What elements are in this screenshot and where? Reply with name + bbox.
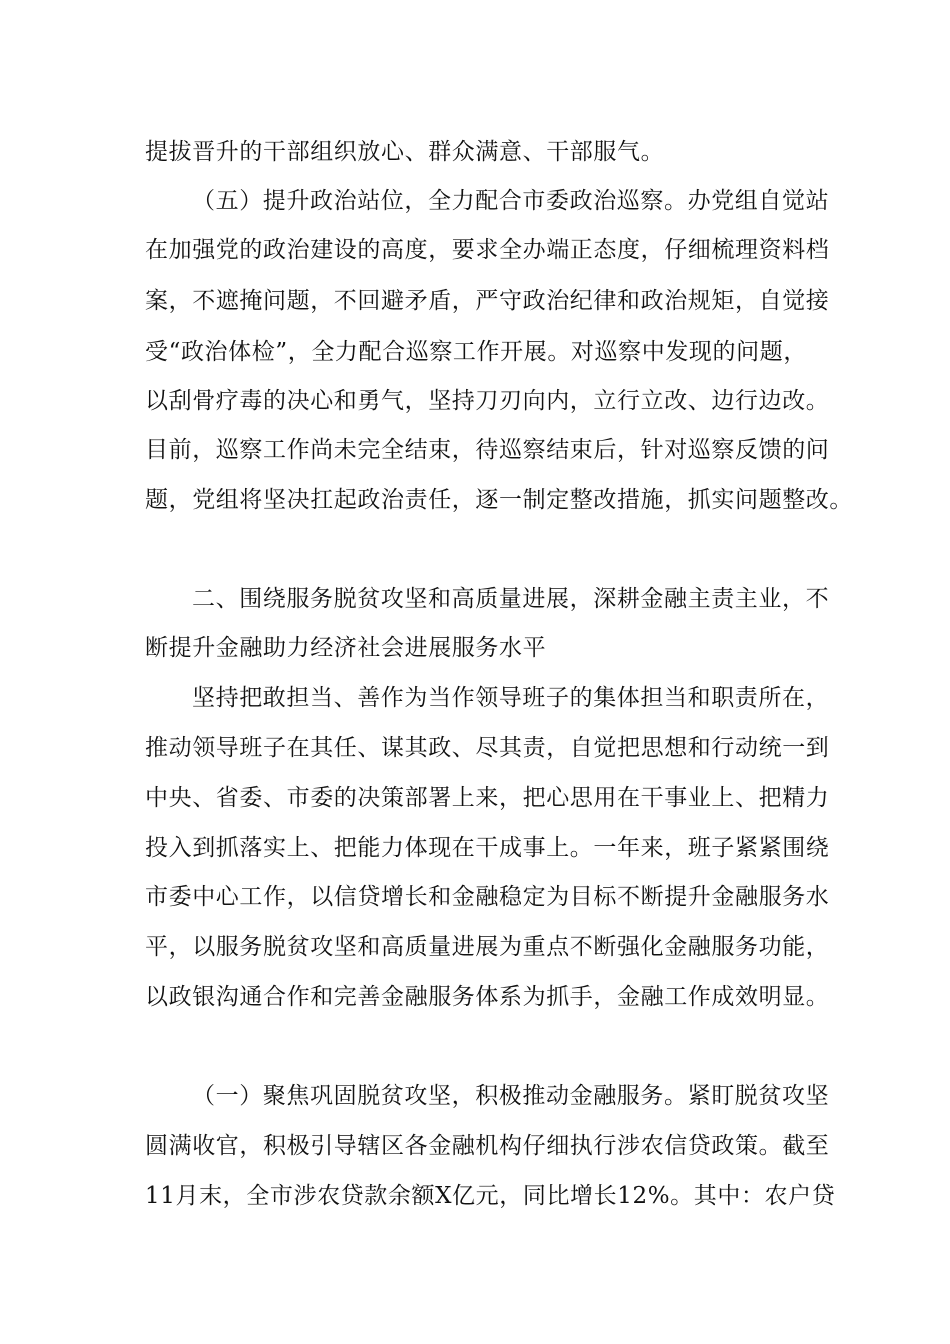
text-line: 以政银沟通合作和完善金融服务体系为抓手，金融工作成效明显。 bbox=[145, 984, 830, 1010]
subsection-one-heading-line: （一）聚焦巩固脱贫攻坚，积极推动金融服务。紧盯脱贫攻坚 bbox=[192, 1083, 830, 1109]
text-line: 受“政治体检”，全力配合巡察工作开展。对巡察中发现的问题， bbox=[145, 339, 807, 365]
text-line: 圆满收官，积极引导辖区各金融机构仔细执行涉农信贷政策。截至 bbox=[145, 1133, 830, 1159]
text-line: 案，不遮掩问题，不回避矛盾，严守政治纪律和政治规矩，自觉接 bbox=[145, 288, 830, 314]
text-line: 中央、省委、市委的决策部署上来，把心思用在干事业上、把精力 bbox=[145, 785, 830, 811]
section-five-heading-line: （五）提升政治站位，全力配合市委政治巡察。办党组自觉站 bbox=[192, 188, 830, 214]
text-line: 以刮骨疗毒的决心和勇气，坚持刀刃向内，立行立改、边行边改。 bbox=[145, 388, 830, 414]
text-line: 投入到抓落实上、把能力体现在干成事上。一年来，班子紧紧围绕 bbox=[145, 835, 830, 861]
text-line: 目前，巡察工作尚未完全结束，待巡察结束后，针对巡察反馈的问 bbox=[145, 437, 830, 463]
text-line: 推动领导班子在其任、谋其政、尽其责，自觉把思想和行动统一到 bbox=[145, 735, 830, 761]
text-line: 题，党组将坚决扛起政治责任，逐一制定整改措施，抓实问题整改。 bbox=[145, 487, 853, 513]
text-line: 11月末，全市涉农贷款余额X亿元，同比增长12%。其中：农户贷 bbox=[145, 1183, 836, 1209]
text-line: 市委中心工作，以信贷增长和金融稳定为目标不断提升金融服务水 bbox=[145, 884, 830, 910]
text-line: 在加强党的政治建设的高度，要求全办端正态度，仔细梳理资料档 bbox=[145, 237, 830, 263]
text-line: 平，以服务脱贫攻坚和高质量进展为重点不断强化金融服务功能， bbox=[145, 934, 830, 960]
section-two-heading-line: 断提升金融助力经济社会进展服务水平 bbox=[145, 635, 547, 661]
section-two-heading-line: 二、围绕服务脱贫攻坚和高质量进展，深耕金融主责主业，不 bbox=[192, 586, 830, 612]
text-line: 提拔晋升的干部组织放心、群众满意、干部服气。 bbox=[145, 139, 665, 165]
text-line: 坚持把敢担当、善作为当作领导班子的集体担当和职责所在， bbox=[192, 685, 830, 711]
